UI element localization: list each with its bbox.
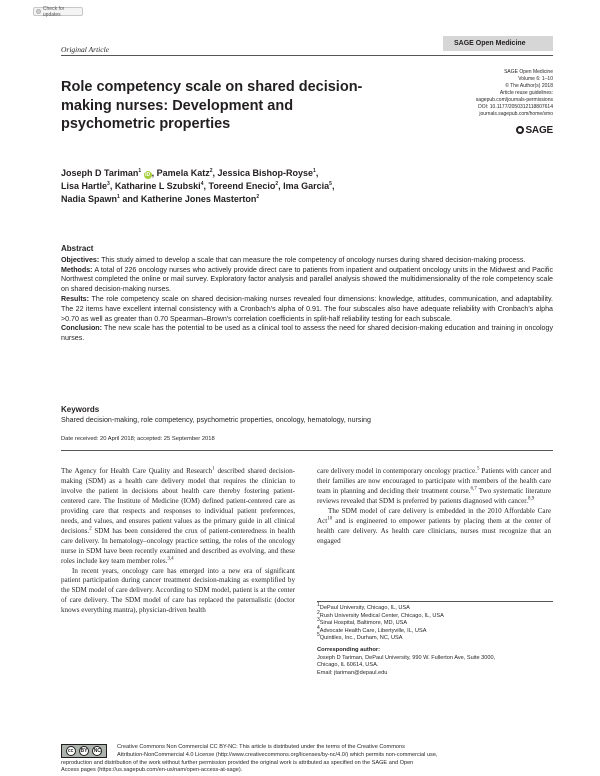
- author: Toreend Enecio: [208, 181, 276, 191]
- doi[interactable]: DOI: 10.1177/2050312118807614: [478, 104, 553, 110]
- body-paragraph: [317, 467, 551, 507]
- abstract: [61, 244, 553, 344]
- author: Katharine L Szubski: [114, 181, 201, 191]
- header-divider: [61, 55, 553, 56]
- affiliation-marker: 4: [200, 181, 204, 187]
- affiliation: [317, 632, 553, 643]
- citation[interactable]: 3,4: [167, 556, 174, 562]
- affiliation-marker: 2: [256, 194, 260, 200]
- results-label: Results:: [61, 294, 89, 303]
- article-title: Role competency scale on shared decision-making nurses: Development and psychometric properties: [61, 79, 363, 132]
- keywords-list: Shared decision-making, role competency, psychometric properties, oncology, hematology, nursing: [61, 415, 371, 424]
- objectives-text: This study aimed to develop a scale that can measure the role competency of oncology nurses during shared decision-making process.: [99, 255, 526, 264]
- abstract-results: [61, 295, 553, 324]
- volume: Volume 6: 1–10: [518, 76, 553, 82]
- author-list: Joseph D Tariman$^1$ iD , Pamela Katz$^2$, Jessica Bishop-Royse$^1$, Lisa Hartle$^3$, Katharine L Szubski$^4$, Toreend Enecio$^2$, Ima Garcia$^5$, Nadia Spawn$^1$ and Katherine Jones Masterton$^2$: [61, 168, 335, 204]
- reuse-guidelines-link[interactable]: sagepub.com/journals-permissions: [475, 97, 553, 103]
- affiliation-text: DePaul University, Chicago, IL, USA: [319, 605, 410, 611]
- corresponding-address: Joseph D Tariman, DePaul University, 990 W. Fullerton Ave, Suite 3000,: [317, 654, 496, 661]
- affiliation-text: Quintiles, Inc., Durham, NC, USA: [319, 635, 403, 642]
- sage-logo-icon: [516, 126, 524, 134]
- affiliations-block: [317, 601, 553, 677]
- conclusion-label: Conclusion:: [61, 324, 102, 333]
- by-icon: BY: [80, 748, 88, 754]
- citation[interactable]: 8,9: [527, 496, 535, 502]
- orcid-icon[interactable]: iD: [145, 172, 151, 178]
- abstract-conclusion: [61, 324, 553, 344]
- body-divider: [61, 450, 553, 451]
- journal-name: SAGE Open Medicine: [504, 69, 553, 75]
- cc-license-badge[interactable]: [61, 744, 107, 758]
- body-text: and is engineered to empower patients by placing them at the center of health care delivery. As health care clinicians, nurses must recognize that an engaged: [317, 516, 551, 545]
- citation[interactable]: 10: [327, 516, 333, 522]
- affiliation-text: Sinai Hospital, Baltimore, MD, USA: [319, 620, 408, 627]
- abstract-heading: Abstract: [61, 244, 94, 253]
- author: Joseph D Tariman: [61, 168, 139, 178]
- publication-info: [476, 69, 553, 118]
- conclusion-text: The new scale has the potential to be used as a clinical tool to assess the need for shared decision-making education and training in oncology nurses.: [61, 324, 553, 343]
- body-paragraph: In recent years, oncology care has emerged into a new era of significant patient participation during cancer treatment decision-making as exemplified by the SDM model of care delivery. According to SDM model, patient is at the center of care delivery. The SDM model of care has replaced the paternalistic (doctor knows everything mantra), physician-driven health: [61, 566, 295, 615]
- body-text: described shared decision-making (SDM) as a health care delivery model that requires the clinician to involve the patient in decisions about health care thereby fostering patient-centered care. The Institute of Medicine (IOM) defined patient-centered care as providing care that respects and responses to individual patient preferences, needs, and values, and ensures patient values as the primary guide in all clinical decisions.: [61, 467, 295, 535]
- author: Jessica Bishop-Royse: [217, 168, 314, 178]
- affiliation-number: 2: [317, 609, 320, 616]
- article-type: Original Article: [61, 45, 109, 54]
- affiliation-marker: 1: [117, 194, 120, 200]
- author: Nadia Spawn: [61, 194, 118, 204]
- objectives-label: Objectives:: [61, 255, 100, 264]
- journal-url[interactable]: journals.sagepub.com/home/smo: [479, 111, 553, 117]
- affiliation: [317, 602, 553, 613]
- body-text: The Agency for Health Care Quality and Research: [61, 467, 213, 475]
- affiliation-text: Rush University Medical Center, Chicago, IL, USA: [319, 612, 444, 619]
- affiliation: [317, 617, 553, 628]
- abstract-methods: [61, 266, 553, 295]
- license-line: Creative Commons Non Commercial CC BY-NC: This article is distributed under the terms of the Creative Commons: [117, 744, 405, 750]
- affiliation-marker: 1: [138, 168, 142, 174]
- affiliation-list: [317, 602, 553, 643]
- corresponding-address: Chicago, IL 60614, USA.: [317, 662, 379, 669]
- sage-logo-text: SAGE: [525, 125, 553, 136]
- check-for-updates-badge[interactable]: [33, 7, 83, 16]
- author: Pamela Katz: [156, 168, 210, 178]
- affiliation-marker: 3: [107, 181, 110, 187]
- affiliation-number: 4: [317, 624, 320, 631]
- keywords-heading: Keywords: [61, 405, 100, 414]
- license-line: Access pages (https://us.sagepub.com/en-us/nam/open-access-at-sage).: [61, 767, 243, 774]
- affiliation-marker: 2: [275, 181, 279, 187]
- body-text: The SDM model of care delivery is embedded in the 2010 Affordable Care Act: [317, 506, 551, 525]
- reuse-guidelines-label: Article reuse guidelines:: [499, 90, 553, 96]
- citation[interactable]: 1: [212, 466, 215, 472]
- corresponding-author: [317, 647, 553, 677]
- body-column-right: [317, 467, 551, 547]
- affiliation-marker: 1: [313, 168, 316, 174]
- license-notice: [61, 744, 553, 775]
- dates: Date received: 20 April 2018; accepted: 25 September 2018: [61, 436, 215, 442]
- author: Lisa Hartle: [61, 181, 108, 191]
- affiliation-number: 3: [317, 617, 320, 624]
- corresponding-email[interactable]: Email: jtariman@depaul.edu: [317, 669, 388, 676]
- methods-text: A total of 226 oncology nurses who actively provide direct care to patients from inpatient and outpatient oncology units in the Midwest and Pacific Northwest completed the online or mail survey. Exploratory factor analysis and parallel analysis showed the multidimensionality of the role competency scale on shared decision-making nurses.: [61, 265, 553, 294]
- methods-label: Methods:: [61, 265, 93, 274]
- check-updates-label: Check for updates: [42, 5, 65, 18]
- affiliation-number: 1: [317, 602, 320, 609]
- affiliation-text: Advocate Health Care, Libertyville, IL, USA: [319, 627, 427, 634]
- keywords: [61, 405, 553, 426]
- citation[interactable]: 6,7: [470, 486, 477, 492]
- corresponding-author-heading: Corresponding author:: [317, 646, 381, 653]
- update-icon: [36, 9, 41, 14]
- body-text: care delivery model in contemporary oncology practice.: [317, 467, 477, 475]
- sage-logo: [516, 125, 553, 136]
- journal-name-tab: SAGE Open Medicine: [443, 36, 553, 51]
- body-column-left: [61, 467, 295, 616]
- author-conjunction: and: [122, 194, 139, 204]
- affiliation-marker: 5: [329, 181, 332, 187]
- body-paragraph: [61, 467, 295, 567]
- citation[interactable]: 5: [476, 466, 480, 472]
- citation[interactable]: 2: [89, 526, 92, 532]
- body-text: Patients with cancer and their families are now encouraged to participate with members of the health care team in planning and deciding their treatment course.: [317, 467, 552, 495]
- body-paragraph: [317, 507, 551, 547]
- affiliation-number: 5: [317, 632, 320, 639]
- affiliation-marker: 2: [209, 168, 213, 174]
- body-text: Two systematic literature reviews revealed that SDM is preferred by patients diagnosed with cancer.: [317, 486, 551, 505]
- body-text: SDM has been considered the crux of patient-centeredness in health care delivery. In hematology–oncology practice setting, the roles of the oncology nurse in SDM have been recently examined and described as evolving, and these roles include key team member roles.: [61, 526, 295, 565]
- author: Ima Garcia: [283, 181, 330, 191]
- license-line: reproduction and distribution of the work without further permission provided the original work is attributed as specified on the SAGE and Open: [61, 759, 414, 766]
- author: Katherine Jones Masterton: [140, 194, 257, 204]
- cc-icon: cc: [66, 746, 76, 756]
- nc-icon: NC: [93, 748, 101, 754]
- abstract-objectives: [61, 256, 553, 266]
- license-line: Attribution-NonCommercial 4.0 License (http://www.creativecommons.org/licenses/by-nc/4.0/) which permits non-commercial use,: [117, 751, 438, 758]
- results-text: The role competency scale on shared decision-making nurses revealed four dimensions: knowledge, attitudes, communication, and adaptability. The 22 items have excellent internal consistency with a Cronbach's alpha of 0.91. The four subscales also have adequate reliability with Cronbach's alpha >0.70 as well as greater than 0.70 Spearman–Brown's correlation coefficients in split-half reliability testing for each subscale.: [61, 294, 553, 323]
- copyright: © The Author(s) 2018: [505, 83, 553, 89]
